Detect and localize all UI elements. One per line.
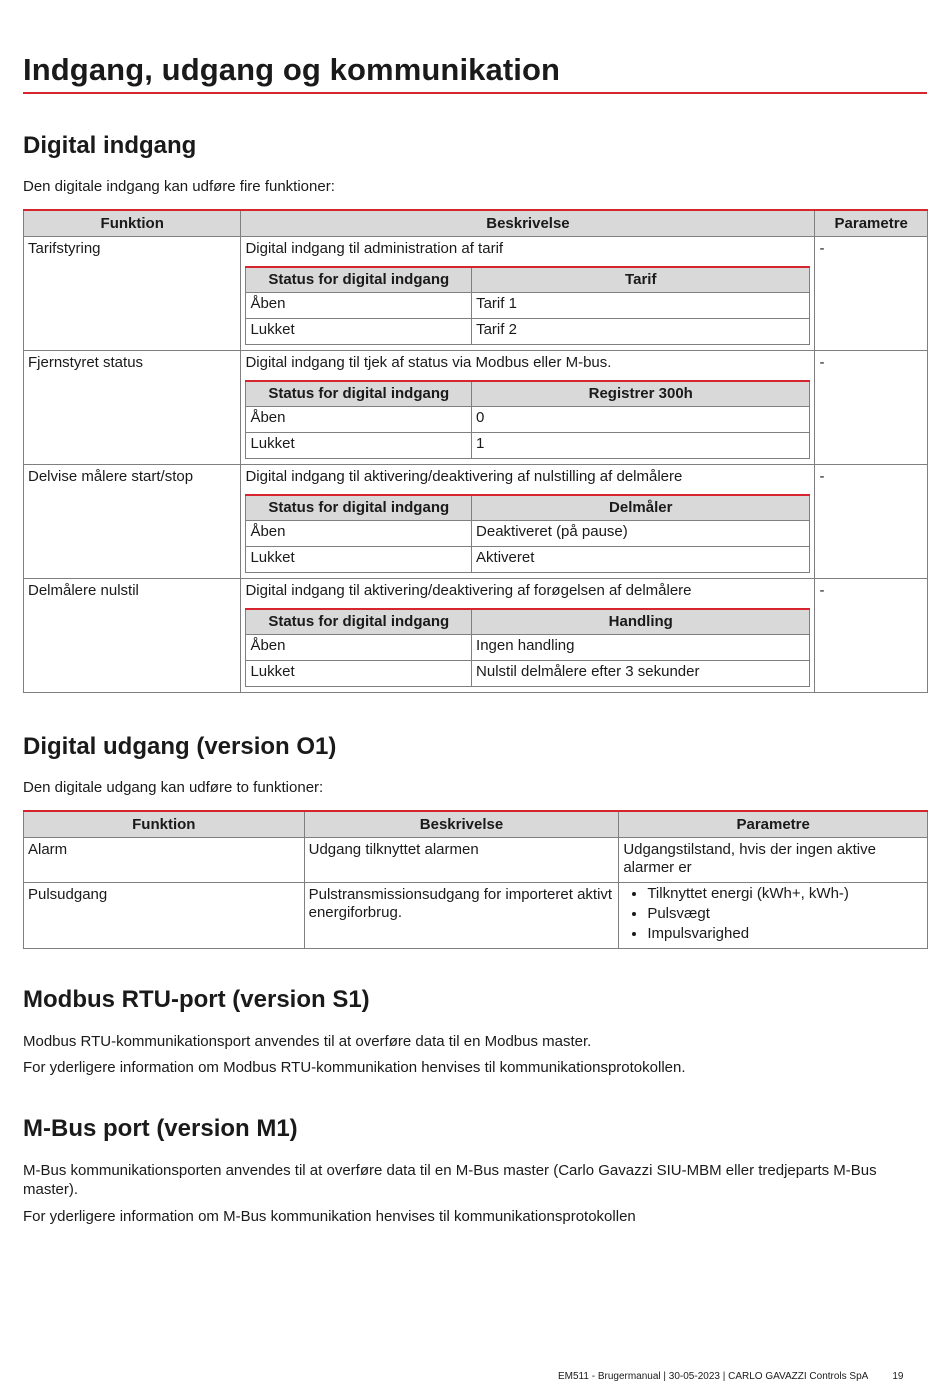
parameter-cell: Udgangstilstand, hvis der ingen aktive alarmer er — [619, 838, 928, 883]
mbus-paragraph-2: For yderligere information om M-Bus kommunikation henvises til kommunikationsprotokollen — [23, 1208, 636, 1225]
function-cell: Pulsudgang — [24, 883, 305, 949]
list-item: • Tilknyttet energi (kWh+, kWh-) — [647, 885, 923, 903]
column-header: Beskrivelse — [241, 210, 815, 237]
digital-output-intro: Den digitale udgang kan udføre to funktioner: — [23, 779, 324, 796]
sub-table-row — [246, 635, 810, 661]
column-header: Parametre — [619, 811, 928, 838]
sub-cell: Tarif 1 — [472, 293, 810, 319]
sub-cell: Deaktiveret (på pause) — [472, 521, 810, 547]
sub-cell: Åben — [246, 635, 472, 661]
sub-table-row — [246, 407, 810, 433]
function-cell: Tarifstyring — [24, 237, 241, 351]
parameter-cell: - — [815, 237, 928, 351]
status-subtable — [245, 380, 810, 459]
sub-cell: Lukket — [246, 661, 472, 687]
page-number: 19 — [892, 1371, 904, 1382]
function-cell: Fjernstyret status — [24, 351, 241, 465]
sub-column-header: Status for digital indgang — [246, 609, 472, 635]
sub-column-header: Registrer 300h — [472, 381, 810, 407]
parameter-list — [623, 885, 923, 943]
sub-column-header: Handling — [472, 609, 810, 635]
table-row — [24, 838, 928, 883]
description-text: Digital indgang til aktivering/deaktivering af forøgelsen af delmålere — [245, 582, 692, 599]
table-row — [24, 883, 928, 949]
section-heading-mbus: M-Bus port (version M1) — [23, 1115, 298, 1142]
mbus-paragraph-1: M-Bus kommunikationsporten anvendes til at overføre data til en M-Bus master (Carlo Gavazzi SIU-MBM eller tredjeparts M-Bus master). — [23, 1162, 877, 1198]
function-cell: Delvise målere start/stop — [24, 465, 241, 579]
description-cell: Pulstransmissionsudgang for importeret aktivt energiforbrug. — [304, 883, 619, 949]
sub-cell: Aktiveret — [472, 547, 810, 573]
digital-input-intro: Den digitale indgang kan udføre fire funktioner: — [23, 178, 335, 195]
description-text: Digital indgang til administration af tarif — [245, 240, 504, 257]
parameter-cell: - — [815, 351, 928, 465]
sub-cell: 0 — [472, 407, 810, 433]
description-cell — [241, 237, 815, 351]
digital-output-table — [23, 810, 928, 949]
sub-cell: Lukket — [246, 547, 472, 573]
description-cell: Udgang tilknyttet alarmen — [304, 838, 619, 883]
table-row — [24, 237, 928, 351]
section-heading-modbus: Modbus RTU-port (version S1) — [23, 986, 370, 1013]
description-text: Digital indgang til tjek af status via Modbus eller M-bus. — [245, 354, 612, 371]
sub-cell: Ingen handling — [472, 635, 810, 661]
function-cell: Delmålere nulstil — [24, 579, 241, 693]
list-item: • Impulsvarighed — [647, 925, 923, 943]
sub-table-row — [246, 521, 810, 547]
parameter-cell: - — [815, 465, 928, 579]
description-text: Digital indgang til aktivering/deaktivering af nulstilling af delmålere — [245, 468, 683, 485]
parameter-cell — [619, 883, 928, 949]
section-heading-digital-input: Digital indgang — [23, 132, 197, 159]
sub-cell: Tarif 2 — [472, 319, 810, 345]
sub-column-header: Delmåler — [472, 495, 810, 521]
sub-cell: Åben — [246, 407, 472, 433]
sub-cell: Lukket — [246, 433, 472, 459]
digital-input-table — [23, 209, 928, 693]
parameter-cell: - — [815, 579, 928, 693]
page-footer — [558, 1371, 903, 1382]
sub-column-header: Tarif — [472, 267, 810, 293]
table-row — [24, 465, 928, 579]
sub-cell: 1 — [472, 433, 810, 459]
column-header: Funktion — [24, 811, 305, 838]
description-cell — [241, 351, 815, 465]
modbus-paragraph-1: Modbus RTU-kommunikationsport anvendes til at overføre data til en Modbus master. — [23, 1033, 592, 1050]
column-header: Parametre — [815, 210, 928, 237]
sub-cell: Lukket — [246, 319, 472, 345]
sub-column-header: Status for digital indgang — [246, 381, 472, 407]
sub-table-row — [246, 319, 810, 345]
column-header: Beskrivelse — [304, 811, 619, 838]
list-item: • Pulsvægt — [647, 905, 923, 923]
status-subtable — [245, 266, 810, 345]
status-subtable — [245, 608, 810, 687]
description-cell — [241, 465, 815, 579]
sub-cell: Åben — [246, 293, 472, 319]
description-cell — [241, 579, 815, 693]
modbus-paragraph-2: For yderligere information om Modbus RTU-kommunikation henvises til kommunikationsprotokollen. — [23, 1059, 686, 1076]
sub-table-row — [246, 547, 810, 573]
column-header: Funktion — [24, 210, 241, 237]
function-cell: Alarm — [24, 838, 305, 883]
footer-text: EM511 - Brugermanual | 30-05-2023 | CARLO GAVAZZI Controls SpA — [558, 1371, 869, 1382]
sub-table-row — [246, 661, 810, 687]
table-row — [24, 579, 928, 693]
section-heading-digital-output: Digital udgang (version O1) — [23, 733, 337, 760]
sub-cell: Nulstil delmålere efter 3 sekunder — [472, 661, 810, 687]
sub-table-row — [246, 433, 810, 459]
table-row — [24, 351, 928, 465]
status-subtable — [245, 494, 810, 573]
sub-column-header: Status for digital indgang — [246, 495, 472, 521]
sub-table-row — [246, 293, 810, 319]
sub-cell: Åben — [246, 521, 472, 547]
page-title: Indgang, udgang og kommunikation — [23, 52, 927, 94]
sub-column-header: Status for digital indgang — [246, 267, 472, 293]
